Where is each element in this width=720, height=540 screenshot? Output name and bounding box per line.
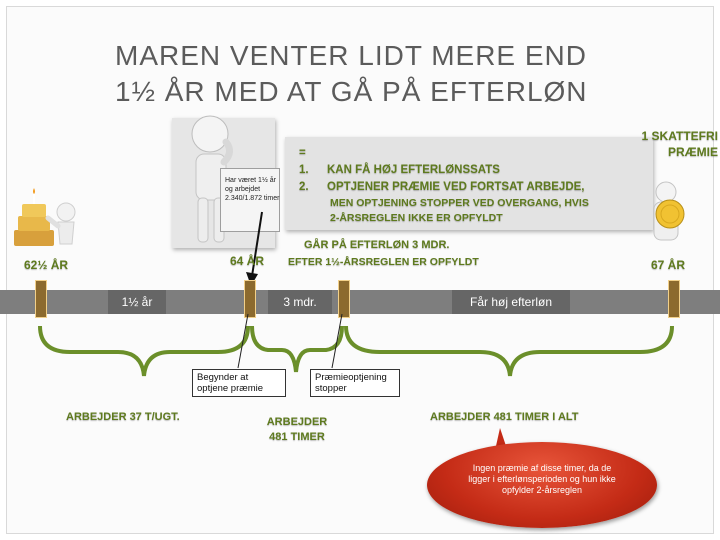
item-1-text: KAN FÅ HØJ EFTERLØNSSATS — [327, 164, 500, 176]
age-62-label: 62½ ÅR — [24, 258, 69, 272]
retire-line-1: GÅR PÅ EFTERLØN 3 MDR. — [304, 239, 450, 251]
age-67-label: 67 ÅR — [651, 258, 686, 272]
timeline-segment-high-benefit: Får høj efterløn — [452, 290, 570, 314]
timeline-segment-18-months: 1½ år — [108, 290, 166, 314]
item-1-number: 1. — [299, 164, 309, 176]
age-64-label: 64 ÅR — [230, 254, 265, 268]
title-line-1: MAREN VENTER LIDT MERE END — [115, 40, 587, 71]
work-481-line-2: 481 TIMER — [269, 431, 325, 443]
work-481-total-label: ARBEJDER 481 TIMER I ALT — [430, 411, 579, 423]
item-2-number: 2. — [299, 181, 309, 193]
work-37-hours-label: ARBEJDER 37 T/UGT. — [66, 411, 180, 423]
timeline-segment-3-months: 3 mdr. — [268, 290, 332, 314]
callout-premium-stops: Præmieoptjening stopper — [310, 369, 400, 397]
no-premium-text: Ingen præmie af disse timer, da de ligger i efterlønsperioden og hun ikke opfylder 2-årsreglen — [468, 463, 616, 495]
retire-line-2: EFTER 1½-ÅRSREGLEN ER OPFYLDT — [288, 256, 479, 268]
hours-note: Har været 1½ år og arbejdet 2.340/1.872 timer — [225, 177, 280, 202]
item-2-subline-1: MEN OPTJENING STOPPER VED OVERGANG, HVIS — [330, 197, 589, 209]
work-481-line-1: ARBEJDER — [266, 416, 328, 428]
tax-free-line-2: PRÆMIE — [667, 145, 718, 159]
title-line-2: 1½ ÅR MED AT GÅ PÅ EFTERLØN — [115, 76, 588, 107]
callout-start-premium: Begynder at optjene præmie — [192, 369, 286, 397]
item-2-text: OPTJENER PRÆMIE VED FORTSAT ARBEJDE, — [327, 181, 585, 193]
item-2-subline-2: 2-ÅRSREGLEN IKKE ER OPFYLDT — [330, 212, 503, 224]
box-marker: = — [299, 147, 306, 159]
tax-free-line-1: 1 SKATTEFRI — [641, 129, 718, 143]
